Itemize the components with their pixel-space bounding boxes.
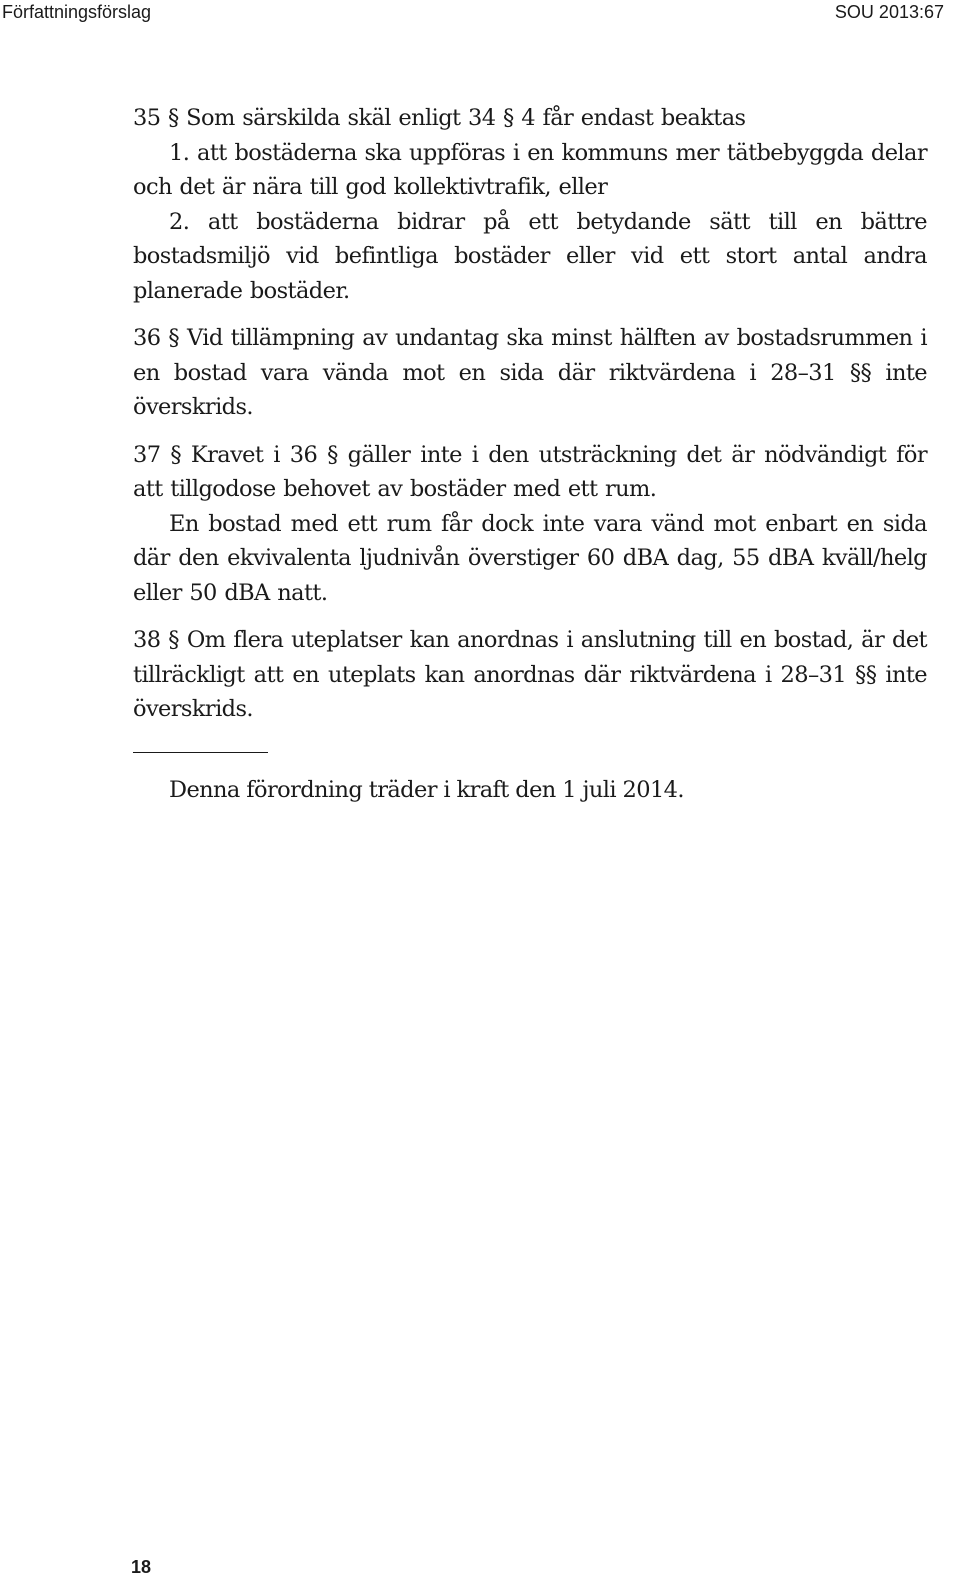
section-35-item-2: 2. att bostäderna bidrar på ett betydande sätt till en bättre bostadsmiljö vid befintliga bostäder eller vid ett stort antal andra planerade bostäder. [133, 208, 927, 304]
page-number: 18 [131, 1557, 152, 1577]
running-header [0, 0, 960, 26]
header-document-id: SOU 2013:67 [834, 2, 944, 22]
header-title: Författningsförslag [2, 2, 152, 22]
section-35-item-1: 1. att bostäderna ska uppföras i en kommuns mer tätbebyggda delar och det är nära till god kollektivtrafik, eller [133, 139, 927, 200]
section-37-para-1: 37 § Kravet i 36 § gäller inte i den utsträckning det är nödvändigt för att tillgodose behovet av bostäder med ett rum. [133, 441, 927, 502]
section-35-intro: 35 § Som särskilda skäl enligt 34 § 4 får endast beaktas [133, 105, 746, 131]
section-37-para-2: En bostad med ett rum får dock inte vara vänd mot enbart en sida där den ekvivalenta ljudnivån överstiger 60 dBA dag, 55 dBA kväll/helg eller 50 dBA natt. [133, 510, 927, 606]
section-36: 36 § Vid tillämpning av undantag ska minst hälften av bostadsrummen i en bostad vara vända mot en sida där riktvärdena i 28–31 §§ inte överskrids. [133, 325, 927, 420]
divider-rule [133, 752, 268, 753]
section-38: 38 § Om flera uteplatser kan anordnas i anslutning till en bostad, är det tillräckligt att en uteplats kan anordnas där riktvärdena i 28–31 §§ inte överskrids. [133, 627, 927, 722]
document-body [133, 101, 927, 727]
effective-date-clause: Denna förordning träder i kraft den 1 juli 2014. [169, 777, 684, 803]
